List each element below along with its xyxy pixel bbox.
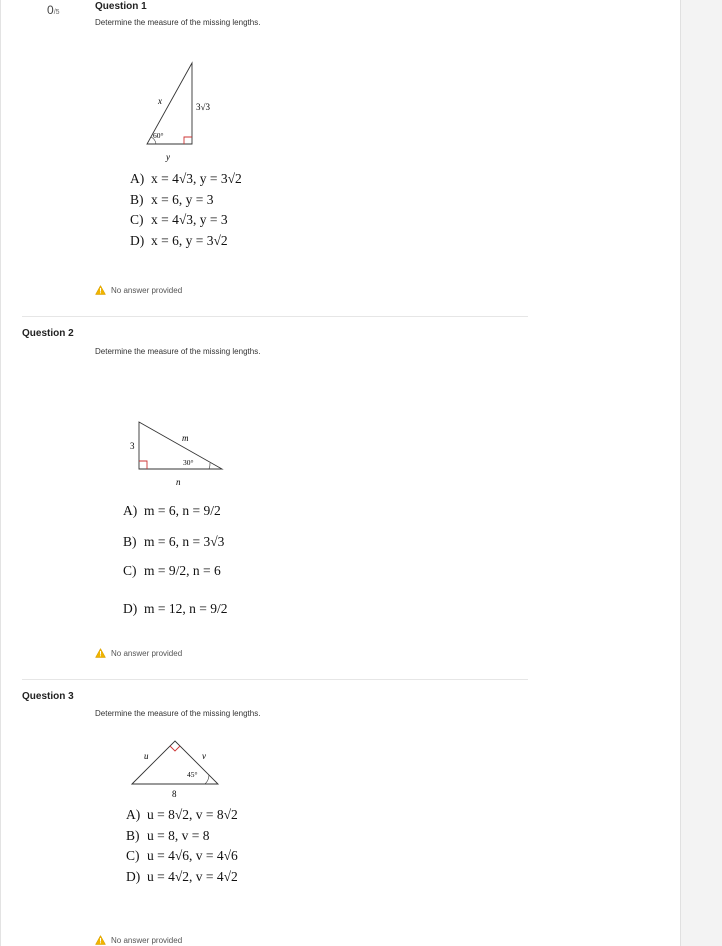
q1-status-text: No answer provided: [111, 285, 183, 295]
score-value: 0: [47, 3, 54, 17]
q3-label-base: 8: [172, 789, 177, 799]
q2-label-angle: 30°: [183, 458, 194, 467]
q3-label-v: v: [202, 751, 206, 761]
warning-icon: [95, 285, 106, 295]
q3-label-angle: 45°: [187, 770, 198, 779]
question-1-choices: [130, 169, 242, 251]
left-border: [0, 0, 1, 946]
q2-triangle: [139, 422, 222, 469]
warning-icon: [95, 935, 106, 945]
q2-label-leg: 3: [130, 441, 135, 451]
q3-triangle: [132, 741, 218, 784]
score-total: /5: [53, 9, 60, 16]
q1-label-leg: 3√3: [196, 102, 210, 112]
question-3-title: Question 3: [22, 691, 74, 702]
question-2-figure: [125, 418, 230, 490]
question-1-figure: [140, 58, 230, 168]
question-2-title: Question 2: [22, 328, 74, 339]
divider-2: [22, 679, 528, 680]
q3-right-angle-marker: [170, 746, 180, 751]
q3-label-u: u: [144, 751, 149, 761]
score-display: [47, 3, 60, 17]
question-3-figure: [125, 738, 225, 800]
q3-choice-a[interactable]: A) u = 8√2, v = 8√2: [126, 807, 238, 822]
q2-choice-c[interactable]: C) m = 9/2, n = 6: [123, 563, 221, 578]
q1-choice-c[interactable]: C) x = 4√3, y = 3: [130, 212, 228, 227]
q3-status-text: No answer provided: [111, 935, 183, 945]
question-1-title: Question 1: [95, 1, 147, 12]
question-2-status: [95, 648, 182, 658]
warning-icon: [95, 648, 106, 658]
q3-angle-arc: [205, 775, 209, 784]
q2-right-angle-marker: [139, 461, 147, 469]
q2-label-m: m: [182, 433, 189, 443]
q3-choice-b[interactable]: B) u = 8, v = 8: [126, 827, 210, 843]
q1-label-angle: 60°: [153, 131, 164, 140]
q1-label-x: x: [158, 96, 162, 106]
q1-right-angle-marker: [184, 137, 192, 144]
q1-choice-a[interactable]: A) x = 4√3, y = 3√2: [130, 171, 242, 186]
question-2-prompt: Determine the measure of the missing lengths.: [95, 347, 261, 356]
question-3-prompt: Determine the measure of the missing lengths.: [95, 709, 261, 718]
q2-angle-arc: [209, 463, 210, 469]
q2-choice-b[interactable]: B) m = 6, n = 3√3: [123, 534, 225, 549]
question-1-prompt: Determine the measure of the missing lengths.: [95, 18, 261, 27]
q1-choice-b[interactable]: B) x = 6, y = 3: [130, 191, 214, 207]
divider-1: [22, 316, 528, 317]
q2-label-n: n: [176, 477, 181, 487]
q1-choice-d[interactable]: D) x = 6, y = 3√2: [130, 232, 228, 248]
q1-label-y: y: [166, 152, 170, 162]
question-3-status: [95, 935, 182, 945]
q2-status-text: No answer provided: [111, 648, 183, 658]
question-1-status: [95, 285, 182, 295]
q2-choice-d[interactable]: D) m = 12, n = 9/2: [123, 601, 228, 616]
q2-choice-a[interactable]: A) m = 6, n = 9/2: [123, 503, 221, 518]
q3-choice-c[interactable]: C) u = 4√6, v = 4√6: [126, 848, 238, 863]
question-3-choices: [126, 805, 238, 887]
right-side-panel: [680, 0, 722, 946]
q3-choice-d[interactable]: D) u = 4√2, v = 4√2: [126, 868, 238, 884]
